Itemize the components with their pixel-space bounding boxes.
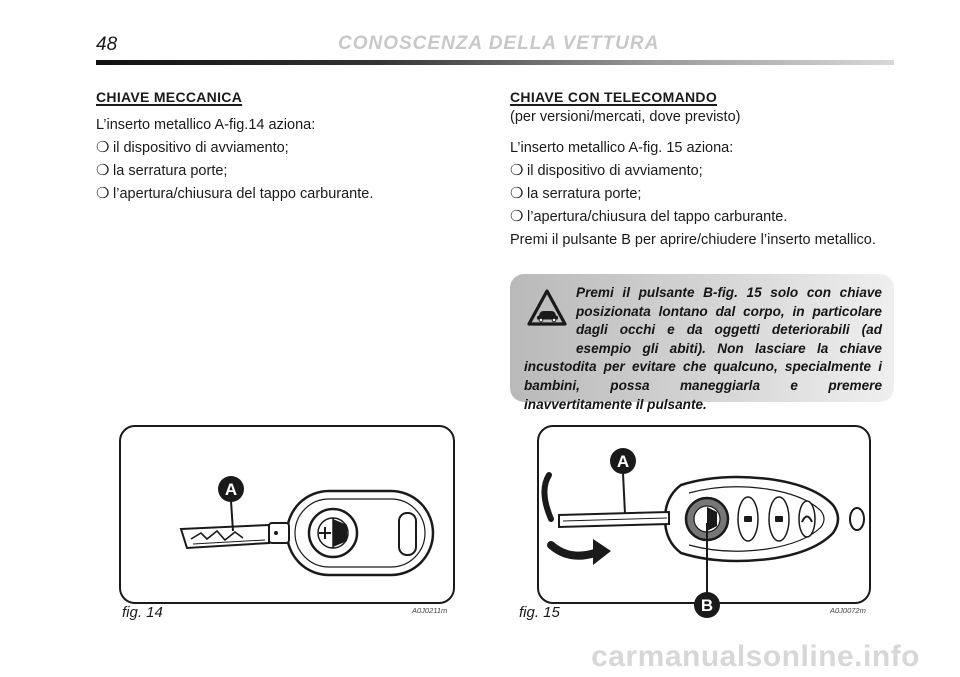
remote-key-bullet-list xyxy=(510,160,900,228)
right-column xyxy=(510,88,900,251)
bullet-circle-icon: ❍ xyxy=(510,208,524,225)
callout-b: B xyxy=(700,596,714,615)
remote-key-intro: L’inserto metallico A-fig. 15 aziona: xyxy=(510,140,734,156)
remote-key-instruction: Premi il pulsante B per aprire/chiudere l’inserto metallico. xyxy=(510,232,876,248)
figure-14-code: A0J0211m xyxy=(412,606,448,615)
figure-14-caption: fig. 14 xyxy=(122,604,163,621)
mechanical-key-bullet-list xyxy=(96,137,456,205)
bullet-circle-icon: ❍ xyxy=(510,162,524,179)
list-item xyxy=(510,206,900,228)
left-column xyxy=(96,88,456,205)
section-title: CONOSCENZA DELLA VETTURA xyxy=(338,33,660,54)
bullet-circle-icon: ❍ xyxy=(96,162,110,179)
figure-14-frame xyxy=(119,425,455,604)
mechanical-key-illustration xyxy=(121,427,453,602)
list-item xyxy=(96,160,456,182)
list-item xyxy=(510,160,900,182)
bullet-circle-icon: ❍ xyxy=(96,185,110,202)
mechanical-key-intro: L’inserto metallico A-fig.14 aziona: xyxy=(96,117,316,133)
list-item-text: il dispositivo di avviamento; xyxy=(527,163,703,179)
figure-15-caption: fig. 15 xyxy=(519,604,560,621)
callout-a: A xyxy=(224,480,238,499)
list-item-text: la serratura porte; xyxy=(113,163,228,179)
warning-box xyxy=(510,274,894,412)
mechanical-key-heading: CHIAVE MECCANICA xyxy=(96,89,243,105)
watermark-text: carmanualsonline.info xyxy=(591,640,920,673)
warning-text: Premi il pulsante B-fig. 15 solo con chiave posizionata lontano dal corpo, in particolare dagli occhi e da oggetti deteriorabili (ad esempio gli abiti). Non lasciare la chiave incustodita per evitare che qualcuno, specialmente i bambini, possa maneggiarla e premere inavvertitamente il pulsante. xyxy=(524,285,882,412)
list-item xyxy=(96,137,456,159)
bullet-circle-icon: ❍ xyxy=(510,185,524,202)
remote-key-heading: CHIAVE CON TELECOMANDO xyxy=(510,89,718,105)
header-rule xyxy=(96,60,894,65)
callout-a: A xyxy=(616,452,630,471)
page-number: 48 xyxy=(96,34,118,55)
watermark xyxy=(0,640,960,674)
list-item-text: il dispositivo di avviamento; xyxy=(113,140,289,156)
list-item xyxy=(510,183,900,205)
remote-key-heading-note: (per versioni/mercati, dove previsto) xyxy=(510,109,741,125)
bullet-circle-icon: ❍ xyxy=(96,139,110,156)
list-item-text: la serratura porte; xyxy=(527,186,642,202)
figure-15-code: A0J0072m xyxy=(830,606,866,615)
list-item xyxy=(96,183,456,205)
list-item-text: l’apertura/chiusura del tappo carburante. xyxy=(113,186,374,202)
list-item-text: l’apertura/chiusura del tappo carburante. xyxy=(527,209,788,225)
